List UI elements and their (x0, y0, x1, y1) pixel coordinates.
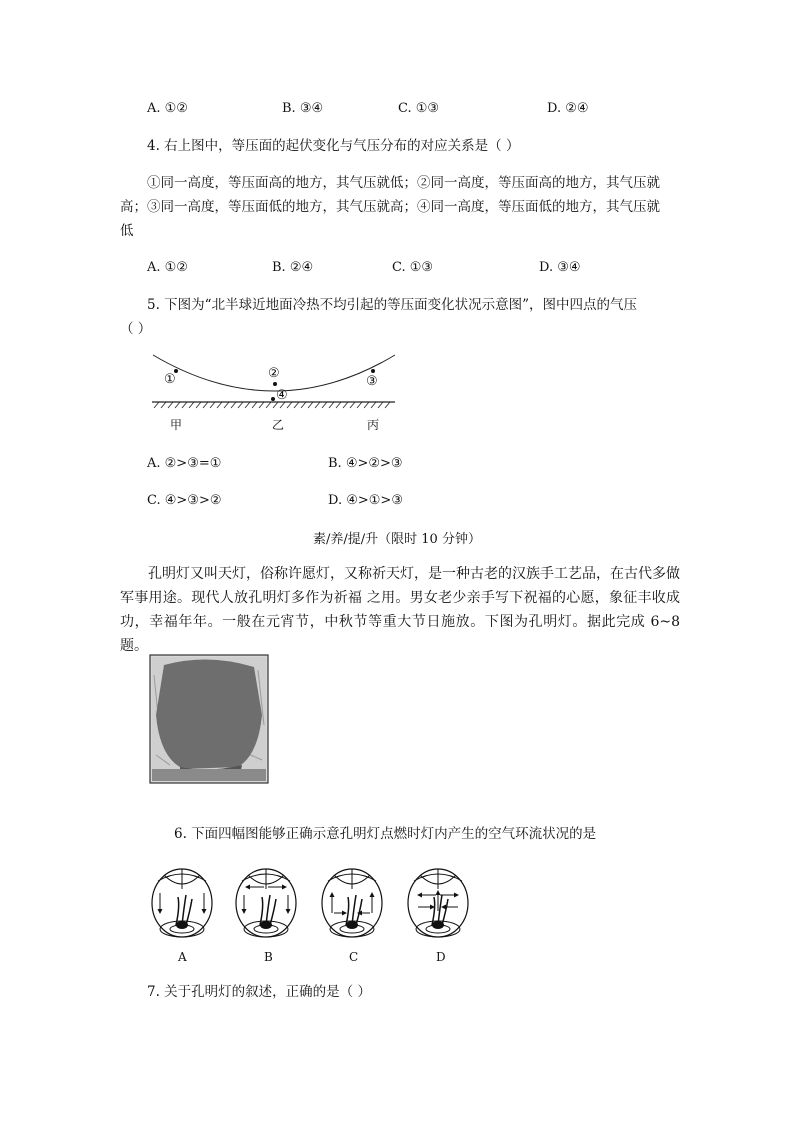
q6-stem: 6. 下面四幅图能够正确示意孔明灯点燃时灯内产生的空气环流状况的是 (174, 826, 597, 842)
q3-option-d: D. ②④ (547, 101, 589, 116)
section-title: 素/养/提/升（限时 10 分钟） (313, 532, 481, 547)
kongming-lantern-photo (150, 655, 268, 783)
q6-label-a: A (178, 950, 187, 964)
q4-body-line-1: ①同一高度，等压面高的地方，其气压就低；②同一高度，等压面高的地方，其气压就 (147, 175, 660, 191)
q6-label-b: B (264, 950, 273, 964)
ground-hatching (154, 402, 390, 408)
ground-label-bing: 丙 (367, 418, 380, 432)
point-3-dot (371, 369, 375, 373)
q7-stem: 7. 关于孔明灯的叙述，正确的是（ ） (147, 984, 371, 1000)
q3-option-a: A. ①② (147, 101, 188, 116)
q4-option-c: C. ①③ (392, 260, 434, 275)
point-2-dot (273, 382, 277, 386)
q5-option-c: C. ④>③>② (147, 493, 222, 508)
point-4-dot (271, 397, 275, 401)
lantern-diagram-a (152, 869, 212, 937)
q4-option-d: D. ③④ (539, 260, 581, 275)
q4-option-b: B. ②④ (272, 260, 314, 275)
q5-stem-line-1: 5. 下图为“北半球近地面冷热不均引起的等压面变化状况示意图”，图中四点的气压 (147, 297, 637, 313)
q3-option-b: B. ③④ (282, 101, 324, 116)
q6-label-d: D (436, 950, 446, 964)
ground-label-yi: 乙 (272, 418, 285, 432)
point-2-label: ② (268, 366, 280, 381)
q6-lantern-diagrams (150, 867, 470, 947)
q5-option-a: A. ②>③=① (147, 456, 222, 471)
q4-body-line-3: 低 (120, 223, 134, 239)
point-1-label: ① (164, 372, 176, 387)
point-3-label: ③ (366, 374, 378, 389)
point-4-label: ④ (276, 388, 288, 403)
q4-option-a: A. ①② (147, 260, 188, 275)
q5-stem-line-2: （ ） (120, 321, 152, 337)
passage: 孔明灯又叫天灯，俗称许愿灯，又称祈天灯，是一种古老的汉族手工艺品，在古代多做军事用途。现代人放孔明灯多作为祈福 之用。男女老少亲手写下祝福的心愿，象征丰收成功，幸福年年。一般在元宵节，中秋节等重大节日施放。下图为孔明灯。据此完成 6~8 题。 (120, 566, 680, 654)
q4-body-line-2: 高；③同一高度，等压面低的地方，其气压就高；④同一高度，等压面低的地方，其气压就 (120, 199, 660, 215)
lantern-diagram-d (408, 869, 468, 937)
q4-stem: 4. 右上图中，等压面的起伏变化与气压分布的对应关系是（ ） (147, 138, 520, 154)
q5-option-b: B. ④>②>③ (328, 456, 403, 471)
q3-option-c: C. ①③ (398, 101, 440, 116)
ground-label-jia: 甲 (170, 418, 183, 432)
q5-option-d: D. ④>①>③ (328, 493, 403, 508)
lantern-diagram-c (322, 869, 382, 937)
q6-label-c: C (349, 950, 359, 964)
lantern-diagram-b (236, 869, 296, 937)
